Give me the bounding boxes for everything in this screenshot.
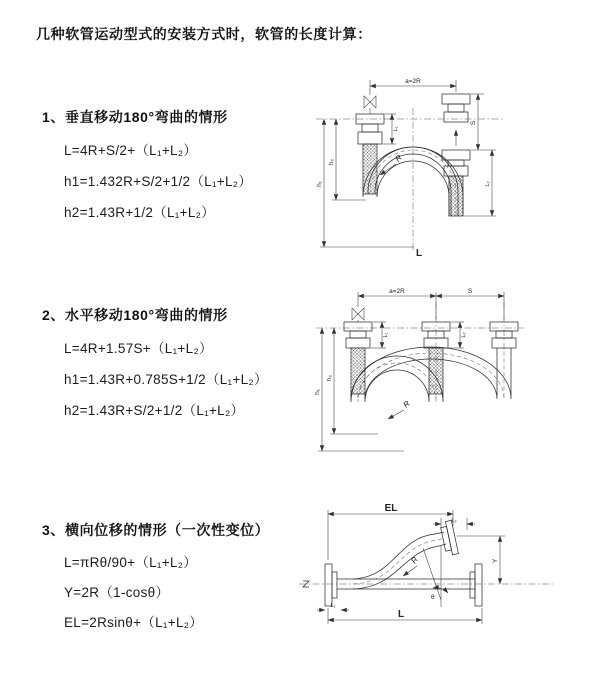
- dimension-lines: [317, 510, 505, 624]
- radius-label: R: [393, 152, 404, 164]
- hose-assembly: [303, 520, 482, 607]
- dim-label-h2: h₂: [326, 374, 333, 382]
- section-1-heading: 1、垂直移动180°弯曲的情形: [42, 109, 228, 125]
- hose-assembly: [344, 322, 518, 402]
- centerlines: [316, 108, 504, 250]
- valve-icon: [364, 96, 376, 108]
- dim-label-s: S: [467, 288, 473, 295]
- dim-label-span: a=2R: [389, 288, 405, 295]
- dim-label-l2: L₂: [451, 518, 457, 524]
- dim-label-el: EL: [384, 503, 398, 514]
- dim-label-h2: h₂: [328, 158, 335, 166]
- dimension-lines: [318, 292, 504, 451]
- valve-icon: [352, 308, 364, 320]
- length-label: L: [416, 248, 423, 259]
- dim-label-l1: L₁: [393, 126, 399, 132]
- section-1-formula-L: L=4R+S/2+（L₁+L₂）: [64, 143, 198, 158]
- dim-label-y: Y: [492, 558, 499, 564]
- section-3-formula-EL: EL=2Rsinθ+（L₁+L₂）: [64, 615, 204, 630]
- section-2-formula-h1: h1=1.43R+0.785S+1/2（L₁+L₂）: [64, 372, 268, 387]
- section-1-formula-h2: h2=1.43R+1/2（L₁+L₂）: [64, 205, 215, 220]
- section-3-formula-L: L=πRθ/90+（L₁+L₂）: [64, 555, 198, 570]
- dimension-lines: [320, 80, 496, 247]
- section-1-formula-h1: h1=1.432R+S/2+1/2（L₁+L₂）: [64, 174, 253, 189]
- radius-label: R: [401, 398, 412, 410]
- diagram-horizontal-180-bend: [308, 284, 538, 459]
- centerlines: [316, 302, 524, 396]
- diagram-lateral-displacement: [295, 500, 560, 650]
- radius-label: R: [409, 555, 420, 566]
- dim-label-s: S: [470, 120, 477, 126]
- section-2-heading: 2、水平移动180°弯曲的情形: [42, 307, 228, 323]
- dim-label-l1: L₁: [383, 332, 389, 338]
- dim-label-l2: L₂: [485, 181, 491, 187]
- dim-label-h1: h₁: [314, 389, 321, 395]
- dim-label-l1: L₁: [330, 603, 336, 609]
- diagram-vertical-180-bend: [308, 72, 513, 258]
- section-3-formula-Y: Y=2R（1-cosθ）: [64, 585, 170, 600]
- dim-label-h1: h₁: [316, 181, 323, 187]
- dim-label-l2: L₂: [461, 332, 467, 338]
- page-title: 几种软管运动型式的安装方式时，软管的长度计算：: [36, 26, 372, 42]
- dim-label-span: a=2R: [405, 78, 421, 85]
- angle-label: θ: [431, 594, 435, 601]
- section-2-formula-h2: h2=1.43R+S/2+1/2（L₁+L₂）: [64, 403, 245, 418]
- length-label: L: [397, 609, 405, 620]
- section-3-heading: 3、横向位移的情形（一次性变位）: [42, 522, 270, 538]
- section-2-formula-L: L=4R+1.57S+（L₁+L₂）: [64, 341, 213, 356]
